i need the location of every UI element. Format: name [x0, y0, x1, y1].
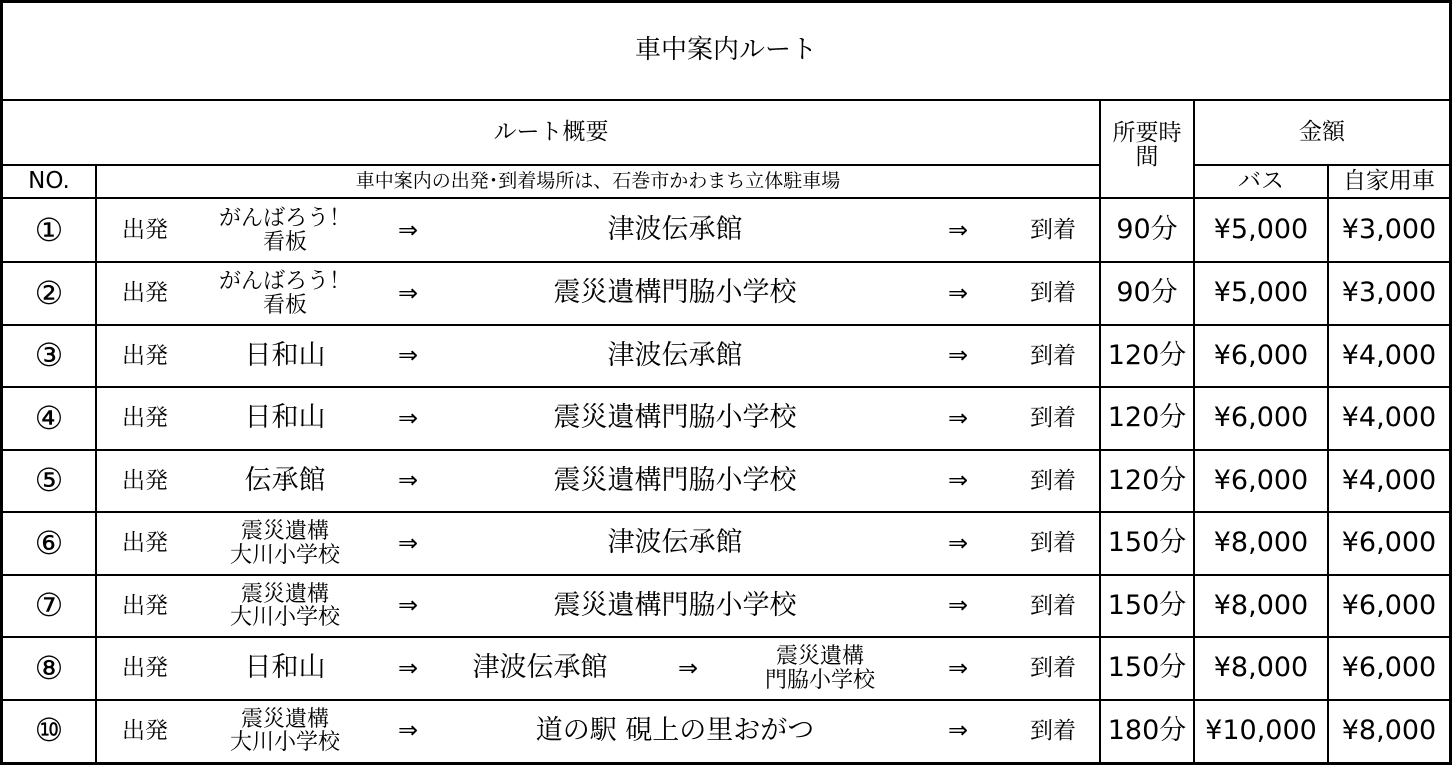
depart-label: 出発 — [122, 217, 168, 244]
arrow: ⇒ — [397, 278, 419, 307]
stop-line: 津波伝承館 — [607, 339, 743, 371]
stop2 — [440, 450, 910, 512]
car-price: ¥3,000 — [1341, 214, 1437, 246]
row-number: ① — [34, 210, 64, 249]
row-number: ④ — [34, 398, 64, 437]
depart-label: 出発 — [122, 280, 168, 307]
duration: 90分 — [1116, 214, 1178, 246]
grid-line — [0, 197, 1452, 199]
depart-label: 出発 — [122, 405, 168, 432]
grid-line — [0, 699, 1452, 701]
stop-line: 大川小学校 — [229, 542, 340, 568]
stop-line: 震災遺構門脇小学校 — [553, 589, 797, 621]
stop-line: 震災遺構 — [240, 706, 329, 732]
stop-line: 震災遺構 — [240, 581, 329, 607]
route-note: 車中案内の出発･到着場所は、石巻市かわまち立体駐車場 — [355, 169, 841, 192]
car-header: 自家用車 — [1343, 168, 1435, 195]
arrive-label: 到着 — [1030, 592, 1076, 619]
bus-price: ¥6,000 — [1213, 339, 1309, 371]
time-header-line1: 所要時 — [1112, 120, 1182, 146]
duration: 120分 — [1107, 339, 1187, 371]
duration: 120分 — [1107, 402, 1187, 434]
stop-line: 震災遺構門脇小学校 — [553, 277, 797, 309]
arrive-label: 到着 — [1030, 217, 1076, 244]
stop2 — [440, 512, 910, 575]
stop2 — [440, 325, 910, 387]
stop2 — [440, 575, 910, 637]
arrow: ⇒ — [397, 466, 419, 495]
grid-line — [0, 0, 3, 765]
stop-line: 震災遺構門脇小学校 — [553, 402, 797, 434]
stop-line: 日和山 — [244, 402, 326, 434]
stop3 — [720, 637, 920, 700]
time-header-line2: 間 — [1135, 144, 1159, 171]
stop-line: 日和山 — [244, 339, 326, 371]
arrow: ⇒ — [397, 591, 419, 620]
car-price: ¥3,000 — [1341, 277, 1437, 309]
arrow: ⇒ — [947, 215, 969, 244]
row-number: ⑥ — [34, 523, 64, 562]
car-price: ¥4,000 — [1341, 464, 1437, 496]
row-number: ② — [34, 273, 64, 312]
duration: 120分 — [1107, 464, 1187, 496]
row-number: ⑧ — [34, 648, 64, 687]
grid-line — [0, 99, 1452, 101]
depart-label: 出発 — [122, 530, 168, 557]
arrive-label: 到着 — [1030, 717, 1076, 744]
stop-line: 看板 — [262, 292, 307, 318]
table-title: 車中案内ルート — [634, 35, 817, 66]
arrow: ⇒ — [947, 278, 969, 307]
stop1 — [190, 700, 380, 762]
arrive-label: 到着 — [1030, 280, 1076, 307]
car-price: ¥8,000 — [1341, 714, 1437, 746]
stop-line: 日和山 — [244, 652, 326, 684]
stop-line: 門脇小学校 — [764, 667, 875, 693]
arrow: ⇒ — [947, 341, 969, 370]
stop-line: がんばろう！ — [218, 269, 351, 295]
bus-price: ¥6,000 — [1213, 464, 1309, 496]
bus-price: ¥10,000 — [1205, 714, 1317, 746]
stop-line: 津波伝承館 — [607, 527, 743, 559]
depart-label: 出発 — [122, 467, 168, 494]
row-number: ⑩ — [34, 711, 64, 750]
car-price: ¥6,000 — [1341, 652, 1437, 684]
bus-price: ¥8,000 — [1213, 652, 1309, 684]
grid-line — [0, 636, 1452, 638]
depart-label: 出発 — [122, 717, 168, 744]
arrow: ⇒ — [397, 215, 419, 244]
stop1 — [190, 512, 380, 575]
stop1 — [190, 637, 380, 700]
stop1 — [190, 325, 380, 387]
car-price: ¥6,000 — [1341, 527, 1437, 559]
duration: 150分 — [1107, 589, 1187, 621]
grid-line — [1327, 164, 1329, 765]
depart-label: 出発 — [122, 342, 168, 369]
grid-line — [0, 261, 1452, 263]
stop1 — [190, 262, 380, 325]
arrow: ⇒ — [947, 466, 969, 495]
stop2 — [440, 700, 910, 762]
grid-line — [0, 164, 1101, 166]
duration: 150分 — [1107, 527, 1187, 559]
stop2 — [440, 387, 910, 450]
grid-line — [0, 0, 1452, 3]
stop-line: 伝承館 — [244, 464, 326, 496]
arrow: ⇒ — [397, 716, 419, 745]
bus-price: ¥6,000 — [1213, 402, 1309, 434]
no-header: NO. — [28, 168, 70, 195]
grid-line — [1193, 99, 1195, 765]
stop-line: 大川小学校 — [229, 605, 340, 630]
arrow: ⇒ — [947, 403, 969, 432]
row-number: ⑤ — [34, 461, 64, 500]
stop1 — [190, 199, 380, 262]
arrive-label: 到着 — [1030, 342, 1076, 369]
duration: 150分 — [1107, 652, 1187, 684]
bus-price: ¥5,000 — [1213, 214, 1309, 246]
bus-price: ¥8,000 — [1213, 527, 1309, 559]
stop2 — [440, 637, 640, 700]
bus-header: バス — [1238, 168, 1284, 195]
stop-line: 震災遺構 — [775, 644, 864, 670]
row-number: ③ — [34, 336, 64, 375]
stop1 — [190, 387, 380, 450]
grid-line — [1099, 99, 1101, 765]
grid-line — [1193, 164, 1452, 166]
arrow: ⇒ — [397, 653, 419, 682]
stop2 — [440, 199, 910, 262]
arrow: ⇒ — [947, 528, 969, 557]
duration: 180分 — [1107, 714, 1187, 746]
car-price: ¥6,000 — [1341, 589, 1437, 621]
arrive-label: 到着 — [1030, 405, 1076, 432]
bus-price: ¥5,000 — [1213, 277, 1309, 309]
grid-line — [95, 164, 97, 765]
arrow: ⇒ — [947, 653, 969, 682]
stop-line: 津波伝承館 — [472, 652, 608, 684]
stop-line: がんばろう！ — [218, 206, 351, 232]
arrive-label: 到着 — [1030, 655, 1076, 682]
stop-line: 看板 — [262, 229, 307, 255]
stop-line: 震災遺構 — [240, 519, 329, 545]
price-header: 金額 — [1299, 119, 1345, 146]
duration: 90分 — [1116, 277, 1178, 309]
time-header — [1101, 101, 1193, 197]
arrive-label: 到着 — [1030, 467, 1076, 494]
route-overview-header: ルート概要 — [493, 119, 609, 146]
grid-line — [0, 574, 1452, 576]
stop-line: 道の駅 硯上の里おがつ — [535, 714, 815, 746]
grid-line — [0, 449, 1452, 451]
stop-line: 大川小学校 — [229, 730, 340, 755]
arrow: ⇒ — [947, 716, 969, 745]
car-price: ¥4,000 — [1341, 339, 1437, 371]
grid-line — [0, 386, 1452, 388]
stop1 — [190, 575, 380, 637]
bus-price: ¥8,000 — [1213, 589, 1309, 621]
arrow: ⇒ — [397, 528, 419, 557]
row-number: ⑦ — [34, 586, 64, 625]
stop-line: 震災遺構門脇小学校 — [553, 464, 797, 496]
arrow: ⇒ — [397, 403, 419, 432]
arrow: ⇒ — [947, 591, 969, 620]
arrow: ⇒ — [677, 653, 699, 682]
depart-label: 出発 — [122, 592, 168, 619]
arrow: ⇒ — [397, 341, 419, 370]
car-price: ¥4,000 — [1341, 402, 1437, 434]
stop1 — [190, 450, 380, 512]
depart-label: 出発 — [122, 655, 168, 682]
grid-line — [0, 324, 1452, 326]
arrive-label: 到着 — [1030, 530, 1076, 557]
stop-line: 津波伝承館 — [607, 214, 743, 246]
grid-line — [0, 511, 1452, 513]
stop2 — [440, 262, 910, 325]
